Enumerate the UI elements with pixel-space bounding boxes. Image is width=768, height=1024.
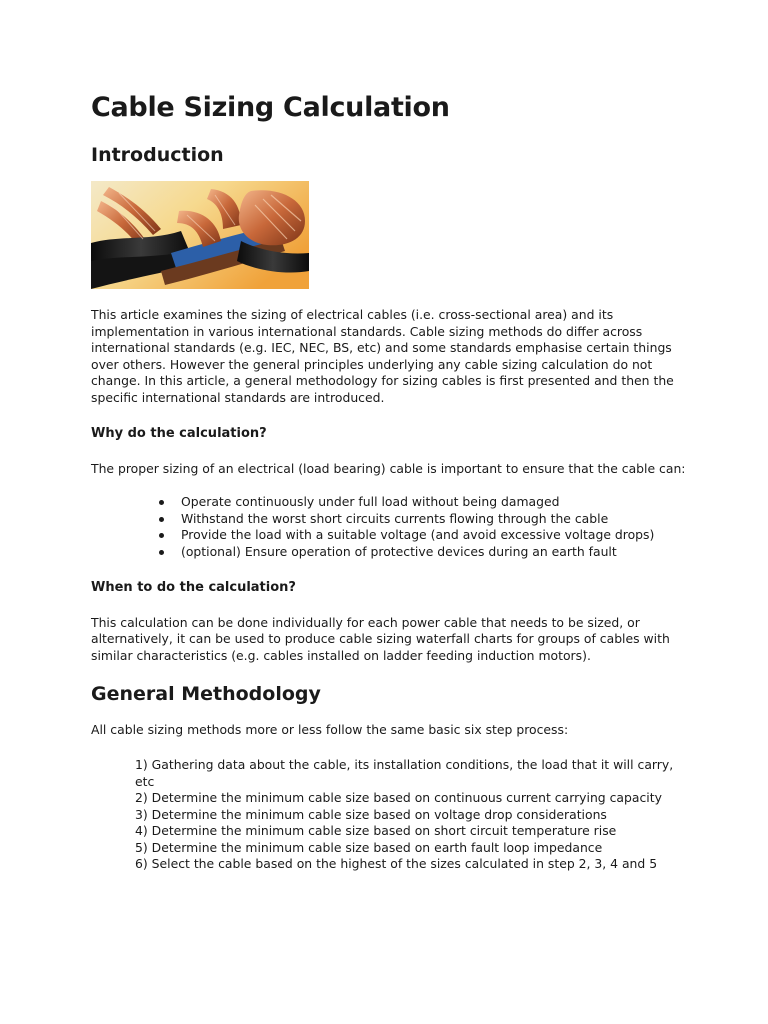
why-paragraph: The proper sizing of an electrical (load bearing) cable is important to ensure that the cable can: [91,460,686,476]
intro-paragraph: This article examines the sizing of electrical cables (i.e. cross-sectional area) and its implementation in various international standards. Cable sizing methods do differ across international standards (e.g. IEC, NEC, BS, etc) and some standards emphasise certain things over others. However the general principles underlying any cable sizing calculation do not change. In this article, a general methodology for sizing cables is first presented and then the specific international standards are introduced. [91,307,674,405]
cable-photo [91,181,309,289]
document-page [91,88,691,873]
steps-list [91,757,675,873]
step-item: 6) Select the cable based on the highest of the sizes calculated in step 2, 3, 4 and 5 [135,856,658,872]
when-heading: When to do the calculation? [91,579,296,595]
list-item: Provide the load with a suitable voltage (and avoid excessive voltage drops) [181,527,691,544]
list-item: Operate continuously under full load without being damaged [181,494,691,511]
requirements-list [91,494,691,560]
step-item: 5) Determine the minimum cable size based on earth fault loop impedance [135,839,603,855]
step-item: 3) Determine the minimum cable size based on voltage drop considerations [135,806,607,822]
methodology-paragraph: All cable sizing methods more or less follow the same basic six step process: [91,722,569,738]
why-heading: Why do the calculation? [91,425,267,441]
methodology-heading: General Methodology [91,683,321,706]
step-item: 4) Determine the minimum cable size based on short circuit temperature rise [135,823,617,839]
step-item: 1) Gathering data about the cable, its installation conditions, the load that it will carry, etc [135,756,674,789]
list-item: (optional) Ensure operation of protective devices during an earth fault [181,544,691,561]
list-item: Withstand the worst short circuits currents flowing through the cable [181,511,691,528]
page-title: Cable Sizing Calculation [91,92,450,123]
introduction-heading: Introduction [91,144,224,166]
when-paragraph: This calculation can be done individually for each power cable that needs to be sized, or alternatively, it can be used to produce cable sizing waterfall charts for groups of cables with similar characteristics (e.g. cables installed on ladder feeding induction motors). [91,614,670,663]
step-item: 2) Determine the minimum cable size based on continuous current carrying capacity [135,790,662,806]
